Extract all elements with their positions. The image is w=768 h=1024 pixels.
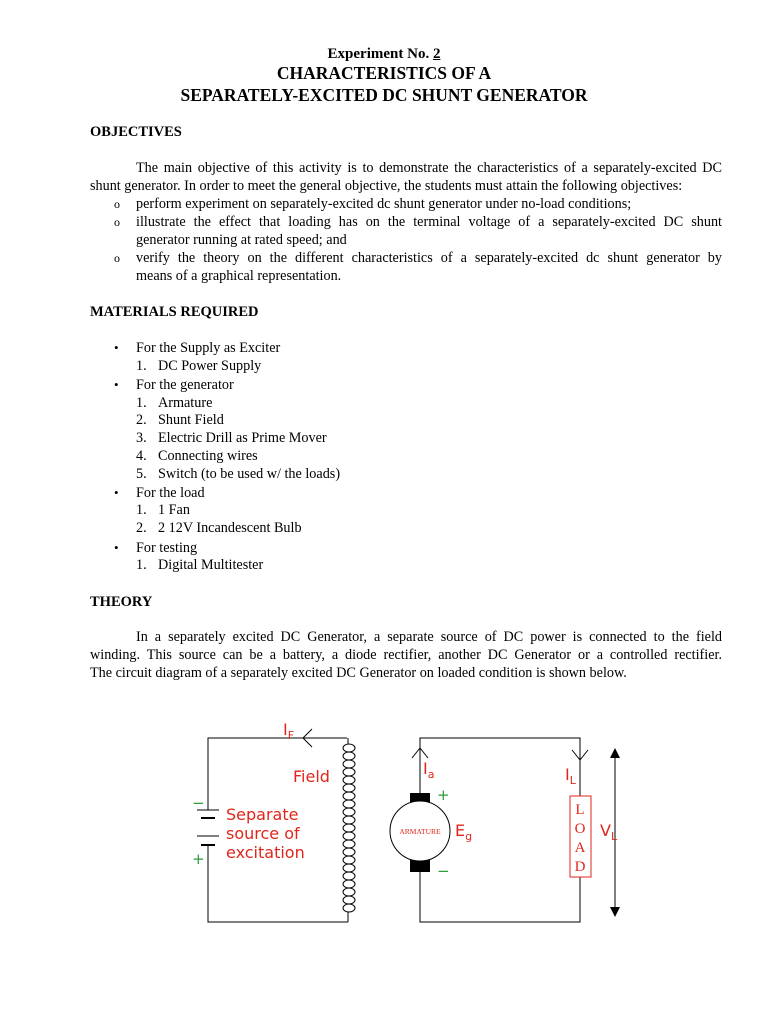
voltage-arrow-head-bottom — [610, 907, 620, 917]
voltage-label: $V_L$ — [600, 821, 618, 843]
objectives-heading: OBJECTIVES — [90, 124, 182, 140]
materials-item: Electric Drill as Prime Mover — [158, 430, 327, 446]
objective-item: perform experiment on separately-excited dc shunt generator under no-load conditions; — [136, 196, 632, 212]
experiment-number-value: 2 — [432, 46, 441, 62]
objective-item: verify the theory on the different characteristics of a separately-excited dc shunt generator by — [136, 250, 722, 266]
title-line-2: SEPARATELY-EXCITED DC SHUNT GENERATOR — [180, 85, 588, 105]
objective-marker: o — [114, 197, 120, 211]
load-letter: D — [574, 859, 586, 875]
battery-minus-sign: − — [192, 794, 205, 812]
list-number: 1. — [136, 395, 147, 411]
list-number: 4. — [136, 448, 147, 464]
materials-item: Switch (to be used w/ the loads) — [158, 466, 341, 482]
materials-group-title: For the load — [136, 485, 205, 501]
objective-item-continued: generator running at rated speed; and — [136, 232, 347, 248]
objective-item: illustrate the effect that loading has on the terminal voltage of a separately-excited DC shunt — [136, 214, 722, 230]
emf-label: $E_g$ — [455, 821, 473, 843]
list-number: 2. — [136, 520, 147, 536]
materials-item: Shunt Field — [158, 412, 224, 428]
materials-item: Connecting wires — [158, 448, 258, 464]
load-letter: L — [575, 802, 585, 818]
list-number: 1. — [136, 557, 147, 573]
field-circuit-wire — [208, 857, 348, 922]
theory-heading: THEORY — [90, 594, 153, 610]
brush-bottom — [410, 860, 430, 872]
materials-item: Digital Multitester — [158, 557, 264, 573]
materials-group-title: For the Supply as Exciter — [136, 340, 281, 356]
materials-heading: MATERIALS REQUIRED — [90, 304, 259, 320]
theory-line-2: winding. This source can be a battery, a diode rectifier, another DC Generator or a controlled rectifier. — [90, 647, 722, 663]
theory-line-1: In a separately excited DC Generator, a separate source of DC power is connected to the field — [136, 629, 722, 645]
load-letter: A — [574, 840, 586, 856]
bullet-icon: • — [114, 340, 119, 355]
armature-label: ARMATURE — [399, 827, 441, 836]
list-number: 2. — [136, 412, 147, 428]
materials-group-title: For the generator — [136, 377, 234, 393]
source-label-line-1: Separate — [226, 805, 299, 824]
materials-group-title: For testing — [136, 540, 198, 556]
field-current-label: $I_F$ — [283, 720, 295, 742]
source-label-line-2: source of — [226, 824, 300, 843]
load-current-label: $I_L$ — [565, 765, 576, 787]
armature-minus-sign: − — [437, 862, 450, 880]
armature-current-label: $I_a$ — [423, 759, 435, 781]
battery-plus-sign: + — [192, 850, 205, 868]
list-number: 1. — [136, 502, 147, 518]
objectives-intro-line-2: shunt generator. In order to meet the general objective, the students must attain the following objectives: — [90, 178, 683, 194]
objectives-intro-line-1: The main objective of this activity is to demonstrate the characteristics of a separately-excited DC — [136, 160, 722, 176]
materials-item: DC Power Supply — [158, 358, 262, 374]
bullet-icon: • — [114, 377, 119, 392]
bullet-icon: • — [114, 540, 119, 555]
theory-line-3: The circuit diagram of a separately excited DC Generator on loaded condition is shown below. — [90, 665, 627, 681]
voltage-arrow-head-top — [610, 748, 620, 758]
field-label: Field — [293, 767, 330, 786]
load-letter: O — [574, 821, 586, 837]
source-label-line-3: excitation — [226, 843, 305, 862]
list-number: 5. — [136, 466, 147, 482]
materials-item: Armature — [158, 395, 213, 411]
objective-marker: o — [114, 215, 120, 229]
armature-plus-sign: + — [437, 786, 450, 804]
objective-item-continued: means of a graphical representation. — [136, 268, 342, 284]
objective-marker: o — [114, 251, 120, 265]
list-number: 1. — [136, 358, 147, 374]
materials-item: 1 Fan — [158, 502, 190, 518]
materials-item: 2 12V Incandescent Bulb — [158, 520, 302, 536]
list-number: 3. — [136, 430, 147, 446]
experiment-label: Experiment No. — [327, 46, 430, 62]
bullet-icon: • — [114, 485, 119, 500]
title-line-1: CHARACTERISTICS OF A — [276, 63, 492, 83]
field-coil — [343, 738, 355, 922]
